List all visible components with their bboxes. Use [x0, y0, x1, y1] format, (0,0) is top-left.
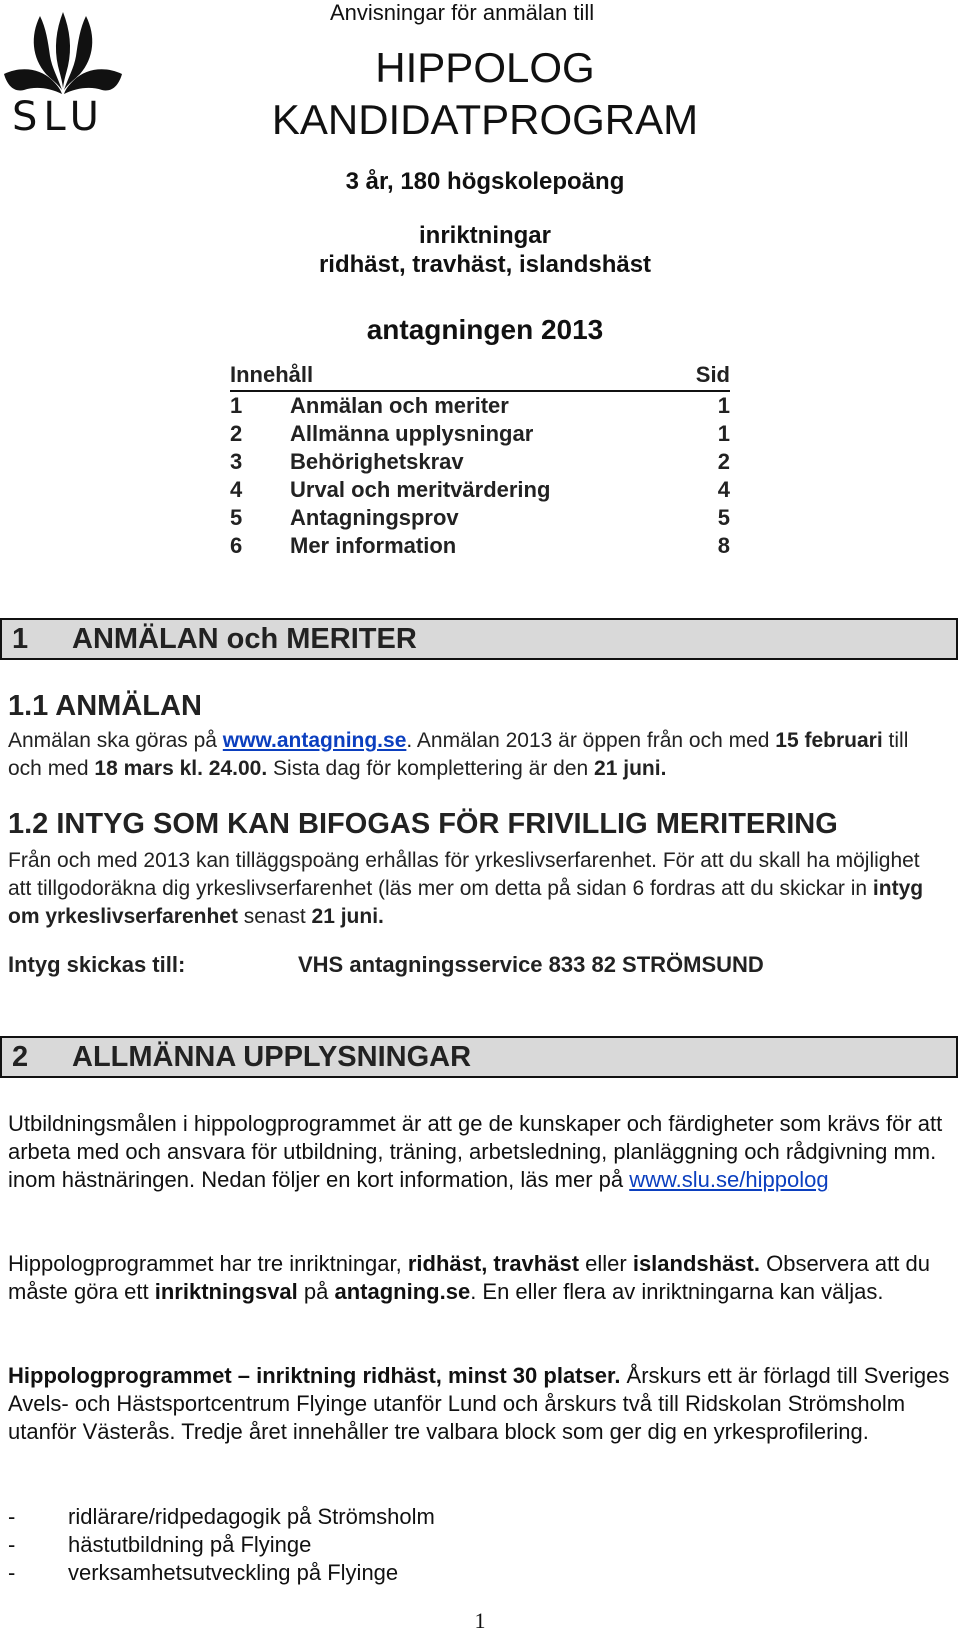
- text-run: på: [297, 1279, 335, 1304]
- text-run: senast: [237, 905, 312, 928]
- toc-row-title: Antagningsprov: [290, 505, 459, 530]
- toc-heading: Innehåll: [230, 362, 314, 387]
- title-line-1: HIPPOLOG: [375, 44, 595, 91]
- toc-row-page: 5: [717, 505, 730, 530]
- list-dash: -: [8, 1504, 16, 1529]
- logo-text: SLU: [12, 94, 105, 140]
- slu-logo: [0, 8, 126, 138]
- section-title: ALLMÄNNA UPPLYSNINGAR: [72, 1041, 472, 1073]
- toc-row-page: 1: [717, 421, 730, 446]
- inriktningar-list: ridhäst, travhäst, islandshäst: [318, 251, 652, 278]
- toc-row[interactable]: [230, 448, 730, 476]
- toc-row-page: 1: [717, 393, 730, 418]
- section-2-paragraph-2: [8, 1250, 952, 1306]
- toc-row-number: 4: [230, 477, 243, 502]
- bold-text: 18 mars kl. 24.00.: [94, 757, 268, 780]
- toc-row-title: Mer information: [290, 533, 457, 558]
- text-run: . En eller flera av inriktningarna kan väljas.: [470, 1279, 884, 1304]
- list-item-text: hästutbildning på Flyinge: [68, 1532, 312, 1557]
- bold-text: 21 juni.: [311, 905, 384, 928]
- toc-row-page: 4: [717, 477, 730, 502]
- document-title: [250, 42, 720, 146]
- toc-row[interactable]: [230, 504, 730, 532]
- bold-text: inriktningsval: [154, 1279, 298, 1304]
- section-number: 1: [12, 623, 29, 655]
- intyg-address: VHS antagningsservice 833 82 STRÖMSUND: [298, 952, 764, 977]
- text-run: Hippologprogrammet har tre inriktningar,: [8, 1251, 408, 1276]
- inriktningar-label: inriktningar: [418, 222, 551, 249]
- section-2-paragraph-3: [8, 1362, 952, 1446]
- toc-row[interactable]: [230, 476, 730, 504]
- specialization-list: [8, 1503, 435, 1587]
- section-2-paragraph-1: [8, 1110, 952, 1194]
- toc-row-title: Allmänna upplysningar: [290, 421, 534, 446]
- list-dash: -: [8, 1532, 16, 1557]
- section-2-heading: [0, 1036, 958, 1078]
- text-run: till och med: [8, 729, 909, 780]
- page-number: 1: [474, 1608, 486, 1633]
- list-item-text: verksamhetsutveckling på Flyinge: [68, 1560, 399, 1585]
- toc-row[interactable]: [230, 420, 730, 448]
- toc-page-heading: Sid: [695, 362, 730, 387]
- bold-text: intyg om yrkeslivserfarenhet: [8, 877, 924, 928]
- bold-text: 15 februari: [775, 729, 883, 752]
- toc-row-number: 1: [230, 393, 243, 418]
- toc-row-number: 3: [230, 449, 243, 474]
- toc-row[interactable]: [230, 392, 730, 420]
- toc-row-page: 8: [717, 533, 730, 558]
- admission-year: antagningen 2013: [366, 314, 604, 345]
- toc-row-page: 2: [717, 449, 730, 474]
- subsection-1-1-text: [8, 727, 948, 783]
- bold-text: antagning.se: [334, 1279, 471, 1304]
- bold-text: Hippologprogrammet – inriktning ridhäst, minst 30 platser.: [8, 1363, 621, 1388]
- title-line-2: KANDIDATPROGRAM: [271, 96, 699, 143]
- section-number: 2: [12, 1041, 29, 1073]
- bold-text: ridhäst, travhäst: [407, 1251, 580, 1276]
- toc-row-title: Urval och meritvärdering: [290, 477, 551, 502]
- bold-text: 21 juni.: [594, 757, 667, 780]
- toc-row-title: Anmälan och meriter: [290, 393, 509, 418]
- text-run: Utbildningsmålen i hippologprogrammet är att ge de kunskaper och färdigheter som krävs för att arbeta med och ansvara för utbildning, träning, arbetsledning, planläggning och rådgivning mm. inom hästnäringen. Nedan följer en kort information, läs mer på: [8, 1111, 943, 1192]
- text-run: Anmälan ska göras på: [8, 729, 223, 752]
- text-run: eller: [579, 1251, 633, 1276]
- toc-row-number: 5: [230, 505, 243, 530]
- section-1-heading: [0, 618, 958, 660]
- toc-row-number: 2: [230, 421, 243, 446]
- toc-row-title: Behörighetskrav: [290, 449, 464, 474]
- list-item: [8, 1503, 435, 1531]
- text-run: . Anmälan 2013 är öppen från och med: [406, 729, 776, 752]
- list-item-text: ridlärare/ridpedagogik på Strömsholm: [68, 1504, 435, 1529]
- list-item: [8, 1531, 435, 1559]
- slu-hippolog-link[interactable]: www.slu.se/hippolog: [629, 1167, 829, 1192]
- text-run: Årskurs ett är förlagd till Sveriges Avels- och Hästsportcentrum Flyinge utanför Lund och årskurs två till Ridskolan Strömsholm utanför Västerås. Tredje året innehåller tre valbara block som ger dig en yrkesprofilering.: [8, 1363, 950, 1444]
- list-dash: -: [8, 1560, 16, 1585]
- program-credits: 3 år, 180 högskolepoäng: [345, 168, 625, 195]
- text-run: Observera att du måste göra ett: [8, 1251, 930, 1304]
- document-subtitle: Anvisningar för anmälan till: [330, 0, 595, 25]
- list-item: [8, 1559, 435, 1587]
- subsection-1-2-heading: 1.2 INTYG SOM KAN BIFOGAS FÖR FRIVILLIG MERITERING: [8, 808, 838, 840]
- text-run: Från och med 2013 kan tilläggspoäng erhållas för yrkeslivserfarenhet. För att du skall ha möjlighet att tillgodoräkna dig yrkeslivserfarenhet (läs mer om detta på sidan 6 fordras att du skickar in: [8, 849, 920, 900]
- section-title: ANMÄLAN och MERITER: [72, 623, 417, 655]
- antagning-link[interactable]: www.antagning.se: [222, 729, 407, 752]
- intyg-label: Intyg skickas till:: [8, 952, 186, 977]
- text-run: Sista dag för komplettering är den: [267, 757, 595, 780]
- toc-header: [230, 362, 730, 392]
- subsection-1-1-heading: 1.1 ANMÄLAN: [8, 690, 202, 722]
- toc-row-number: 6: [230, 533, 243, 558]
- subsection-1-2-text: [8, 847, 948, 931]
- toc-row[interactable]: [230, 532, 730, 560]
- table-of-contents: [230, 362, 730, 560]
- bold-text: islandshäst.: [632, 1251, 760, 1276]
